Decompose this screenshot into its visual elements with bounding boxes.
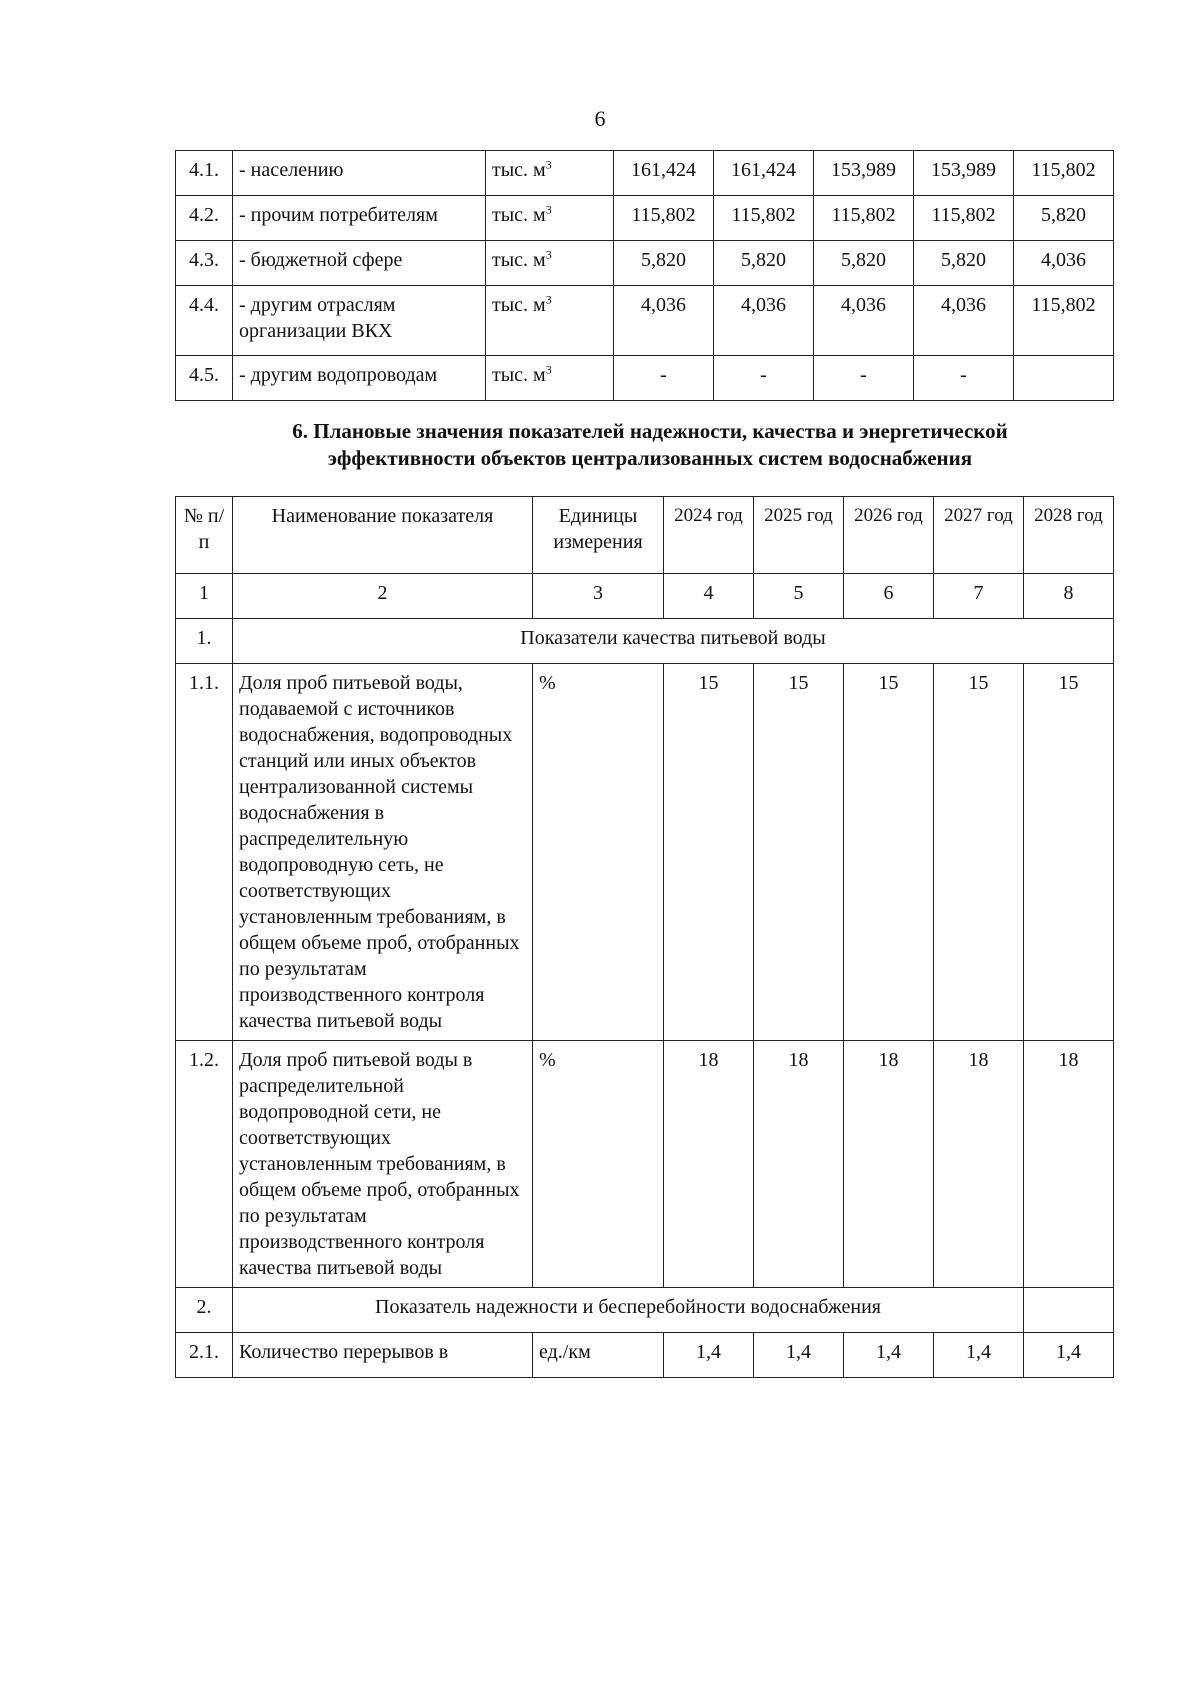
value-cell: 15 [1024, 664, 1114, 1041]
section-number: 1. [176, 619, 233, 664]
value-cell: 115,802 [614, 196, 714, 241]
row-number: 4.4. [176, 286, 233, 356]
row-unit [486, 356, 614, 401]
row-name: Количество перерывов в [233, 1333, 533, 1378]
row-name: - другим водопроводам [233, 356, 486, 401]
unit-superscript: 3 [545, 362, 552, 377]
row-number: 4.1. [176, 151, 233, 196]
value-cell: 1,4 [844, 1333, 934, 1378]
value-cell: 4,036 [714, 286, 814, 356]
row-name: Доля проб питьевой воды, подаваемой с источников водоснабжения, водопроводных станций или иных объектов централизованной системы водоснабжения в распределительную водопроводную сеть, не соответствующих установленным требованиям, в общем объеме проб, отобранных по результатам производственного контроля качества питьевой воды [233, 664, 533, 1041]
column-number-row [176, 574, 1114, 619]
header-year: 2024 год [664, 497, 754, 574]
value-cell: 4,036 [814, 286, 914, 356]
column-number: 7 [934, 574, 1024, 619]
table-row [176, 664, 1114, 1041]
indicators-table [175, 496, 1114, 1378]
section-heading [190, 418, 1110, 472]
unit-superscript: 3 [545, 157, 552, 172]
section-heading-line-1: 6. Плановые значения показателей надежности, качества и энергетической [292, 419, 1008, 443]
value-cell: 153,989 [814, 151, 914, 196]
column-number: 1 [176, 574, 233, 619]
column-number: 4 [664, 574, 754, 619]
value-cell: 5,820 [914, 241, 1014, 286]
value-cell: 1,4 [1024, 1333, 1114, 1378]
value-cell: 18 [664, 1041, 754, 1288]
row-number: 1.1. [176, 664, 233, 1041]
table-row [176, 1333, 1114, 1378]
row-name: - другим отраслям организации ВКХ [233, 286, 486, 356]
section-title: Показатели качества питьевой воды [233, 619, 1114, 664]
value-cell: - [914, 356, 1014, 401]
table-row [176, 151, 1114, 196]
value-cell: 115,802 [1014, 286, 1114, 356]
value-cell: 1,4 [754, 1333, 844, 1378]
value-cell: 5,820 [714, 241, 814, 286]
value-cell: 18 [844, 1041, 934, 1288]
value-cell: 161,424 [714, 151, 814, 196]
row-name: - прочим потребителям [233, 196, 486, 241]
column-number: 6 [844, 574, 934, 619]
value-cell: 4,036 [614, 286, 714, 356]
row-number: 2.1. [176, 1333, 233, 1378]
value-cell [1014, 356, 1114, 401]
indicators-table-body [176, 497, 1114, 1378]
column-number: 8 [1024, 574, 1114, 619]
table-row [176, 1041, 1114, 1288]
row-name: - бюджетной сфере [233, 241, 486, 286]
value-cell: 4,036 [1014, 241, 1114, 286]
row-number: 1.2. [176, 1041, 233, 1288]
page-number: 6 [594, 106, 606, 131]
value-cell: 115,802 [914, 196, 1014, 241]
value-cell: 18 [1024, 1041, 1114, 1288]
value-cell: 1,4 [664, 1333, 754, 1378]
header-year: 2028 год [1024, 497, 1114, 574]
unit-text: тыс. м [492, 249, 546, 271]
value-cell: 18 [754, 1041, 844, 1288]
row-unit: % [533, 1041, 664, 1288]
value-cell: 18 [934, 1041, 1024, 1288]
value-cell: 15 [934, 664, 1024, 1041]
value-cell: 15 [664, 664, 754, 1041]
table-row [176, 356, 1114, 401]
value-cell: 15 [754, 664, 844, 1041]
row-unit [486, 241, 614, 286]
unit-text: тыс. м [492, 294, 546, 316]
header-unit: Единицы измерения [533, 497, 664, 574]
row-unit: % [533, 664, 664, 1041]
value-cell: - [614, 356, 714, 401]
value-cell: 5,820 [1014, 196, 1114, 241]
empty-cell [1024, 1288, 1114, 1333]
value-cell: 115,802 [714, 196, 814, 241]
value-cell: 115,802 [814, 196, 914, 241]
consumption-table [175, 150, 1114, 401]
unit-text: тыс. м [492, 364, 546, 386]
header-year: 2025 год [754, 497, 844, 574]
column-number: 5 [754, 574, 844, 619]
unit-text: тыс. м [492, 204, 546, 226]
value-cell: 115,802 [1014, 151, 1114, 196]
table-row [176, 196, 1114, 241]
table-row [176, 286, 1114, 356]
row-unit [486, 196, 614, 241]
value-cell: 1,4 [934, 1333, 1024, 1378]
section-title: Показатель надежности и бесперебойности водоснабжения [233, 1288, 1024, 1333]
row-name: - населению [233, 151, 486, 196]
header-year: 2026 год [844, 497, 934, 574]
row-number: 4.3. [176, 241, 233, 286]
column-number: 3 [533, 574, 664, 619]
table-header-row [176, 497, 1114, 574]
unit-superscript: 3 [545, 202, 552, 217]
value-cell: 161,424 [614, 151, 714, 196]
header-name: Наименование показателя [233, 497, 533, 574]
value-cell: - [814, 356, 914, 401]
row-unit [486, 286, 614, 356]
unit-text: тыс. м [492, 159, 546, 181]
consumption-table-body [176, 151, 1114, 401]
value-cell: 5,820 [814, 241, 914, 286]
section-heading-line-2: эффективности объектов централизованных систем водоснабжения [327, 446, 973, 470]
row-number: 4.5. [176, 356, 233, 401]
value-cell: - [714, 356, 814, 401]
row-name: Доля проб питьевой воды в распределительной водопроводной сети, не соответствующих установленным требованиям, в общем объеме проб, отобранных по результатам производственного контроля качества питьевой воды [233, 1041, 533, 1288]
unit-superscript: 3 [545, 247, 552, 262]
value-cell: 4,036 [914, 286, 1014, 356]
row-number: 4.2. [176, 196, 233, 241]
row-unit: ед./км [533, 1333, 664, 1378]
column-number: 2 [233, 574, 533, 619]
section-number: 2. [176, 1288, 233, 1333]
header-year: 2027 год [934, 497, 1024, 574]
section-row [176, 1288, 1114, 1333]
section-row [176, 619, 1114, 664]
value-cell: 5,820 [614, 241, 714, 286]
value-cell: 153,989 [914, 151, 1014, 196]
table-row [176, 241, 1114, 286]
value-cell: 15 [844, 664, 934, 1041]
header-num: № п/п [176, 497, 233, 574]
row-unit [486, 151, 614, 196]
unit-superscript: 3 [545, 292, 552, 307]
